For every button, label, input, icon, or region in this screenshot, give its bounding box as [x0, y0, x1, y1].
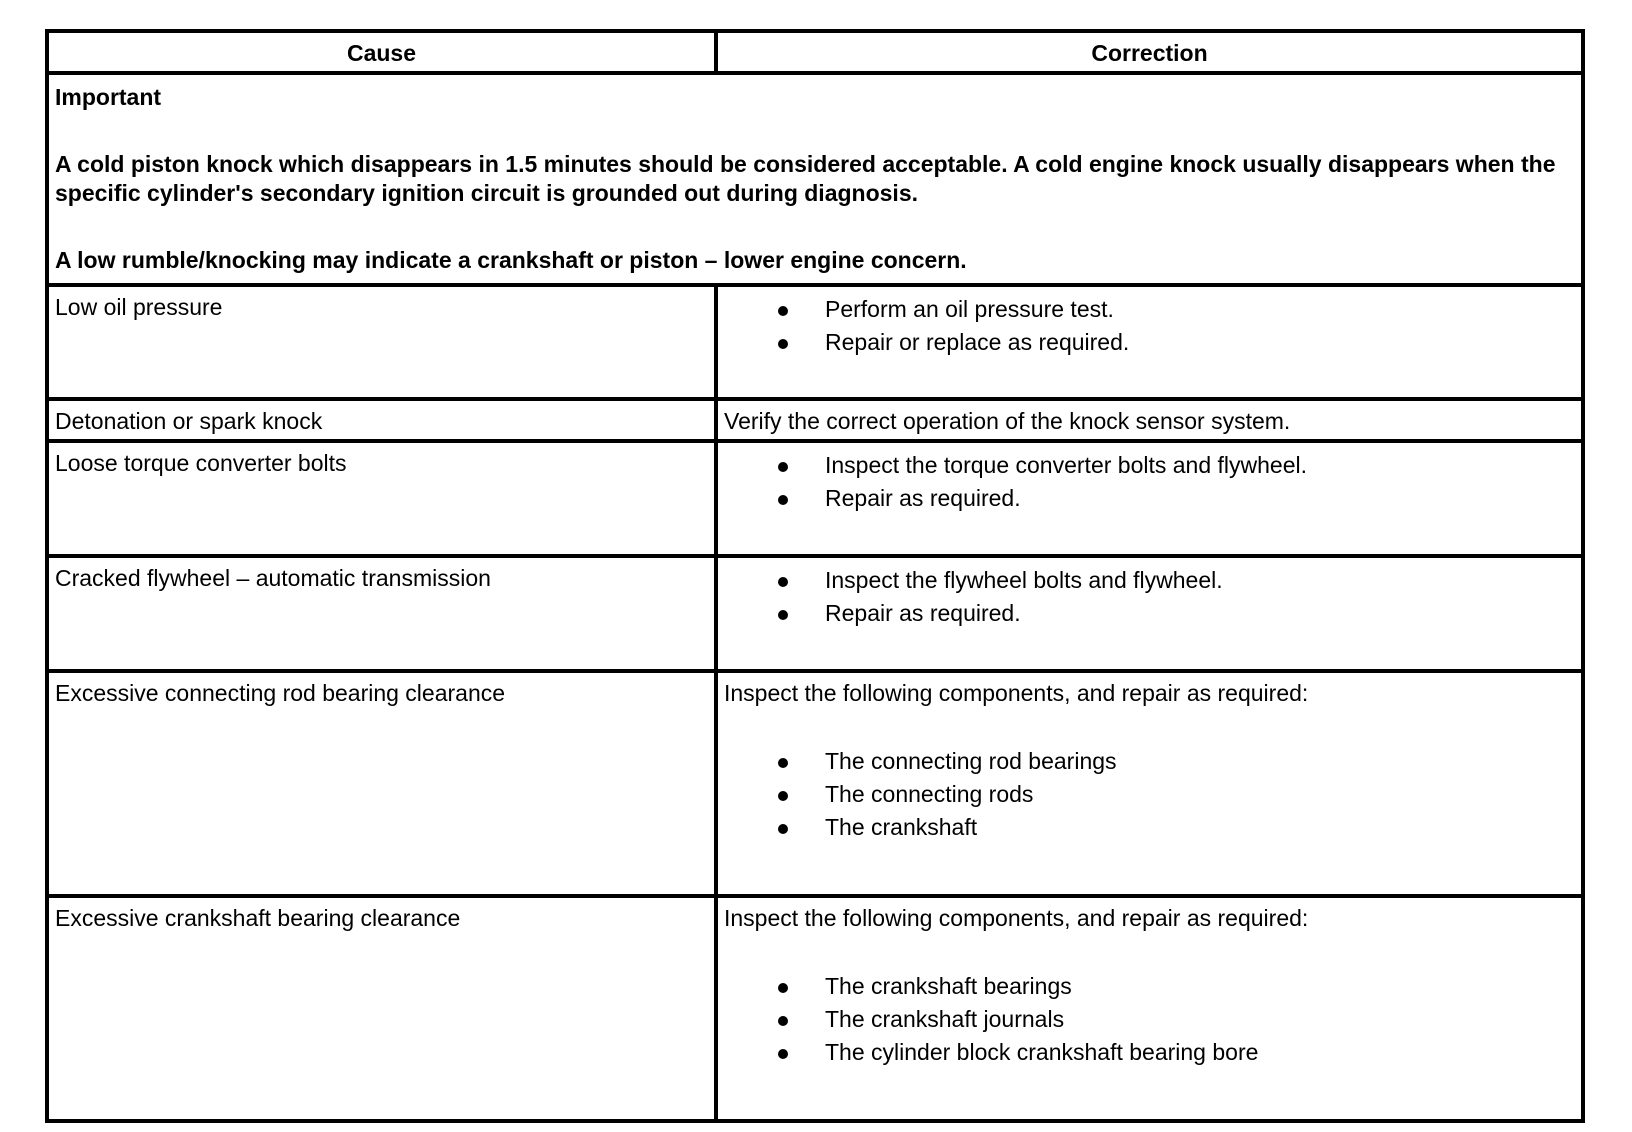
cause-header: Cause: [47, 31, 716, 73]
cause-cell: Loose torque converter bolts: [47, 441, 716, 556]
list-item: Repair as required.: [724, 597, 1575, 630]
list-item: Perform an oil pressure test.: [724, 293, 1575, 326]
bullet-list: [724, 449, 1575, 515]
bullet-icon: [778, 610, 788, 620]
correction-cell: [716, 556, 1583, 671]
header-row: [47, 31, 1583, 73]
cause-cell: Detonation or spark knock: [47, 399, 716, 441]
cause-cell: Cracked flywheel – automatic transmission: [47, 556, 716, 671]
bullet-list: [724, 293, 1575, 359]
list-item: The crankshaft bearings: [724, 970, 1575, 1003]
table-row: [47, 896, 1583, 1121]
cause-cell: Excessive connecting rod bearing clearance: [47, 671, 716, 896]
important-paragraph-2: A low rumble/knocking may indicate a crankshaft or piston – lower engine concern.: [55, 247, 967, 273]
table-row: [47, 441, 1583, 556]
bullet-icon: [778, 306, 788, 316]
bullet-icon: [778, 339, 788, 349]
list-item: The connecting rods: [724, 778, 1575, 811]
list-item: Inspect the flywheel bolts and flywheel.: [724, 564, 1575, 597]
table-row: [47, 285, 1583, 399]
table-row: [47, 399, 1583, 441]
list-item: The crankshaft journals: [724, 1003, 1575, 1036]
correction-cell: [716, 441, 1583, 556]
table-row: [47, 556, 1583, 671]
bullet-list: [724, 745, 1575, 844]
bullet-icon: [778, 462, 788, 472]
bullet-list: [724, 970, 1575, 1069]
correction-cell: [716, 896, 1583, 1121]
bullet-icon: [778, 791, 788, 801]
important-note: [47, 73, 1583, 285]
diagnostic-table: [45, 29, 1585, 1123]
bullet-icon: [778, 983, 788, 993]
list-item: Inspect the torque converter bolts and flywheel.: [724, 449, 1575, 482]
cause-cell: Excessive crankshaft bearing clearance: [47, 896, 716, 1121]
list-item: Repair as required.: [724, 482, 1575, 515]
correction-header: Correction: [716, 31, 1583, 73]
bullet-icon: [778, 824, 788, 834]
correction-cell: [716, 285, 1583, 399]
bullet-icon: [778, 495, 788, 505]
bullet-icon: [778, 758, 788, 768]
important-row: [47, 73, 1583, 285]
list-item: The connecting rod bearings: [724, 745, 1575, 778]
bullet-icon: [778, 1049, 788, 1059]
bullet-icon: [778, 1016, 788, 1026]
list-item: The crankshaft: [724, 811, 1575, 844]
correction-cell: Verify the correct operation of the knock sensor system.: [716, 399, 1583, 441]
correction-intro: Inspect the following components, and repair as required:: [724, 905, 1309, 931]
list-item: Repair or replace as required.: [724, 326, 1575, 359]
table-row: [47, 671, 1583, 896]
correction-cell: [716, 671, 1583, 896]
bullet-icon: [778, 577, 788, 587]
important-paragraph-1: A cold piston knock which disappears in 1.5 minutes should be considered acceptable. A cold engine knock usually disappears when the specific cylinder's secondary ignition circuit is grounded out during diagnosis.: [55, 151, 1556, 206]
important-title: Important: [55, 84, 162, 110]
list-item: The cylinder block crankshaft bearing bore: [724, 1036, 1575, 1069]
bullet-list: [724, 564, 1575, 630]
cause-cell: Low oil pressure: [47, 285, 716, 399]
correction-intro: Inspect the following components, and repair as required:: [724, 680, 1309, 706]
